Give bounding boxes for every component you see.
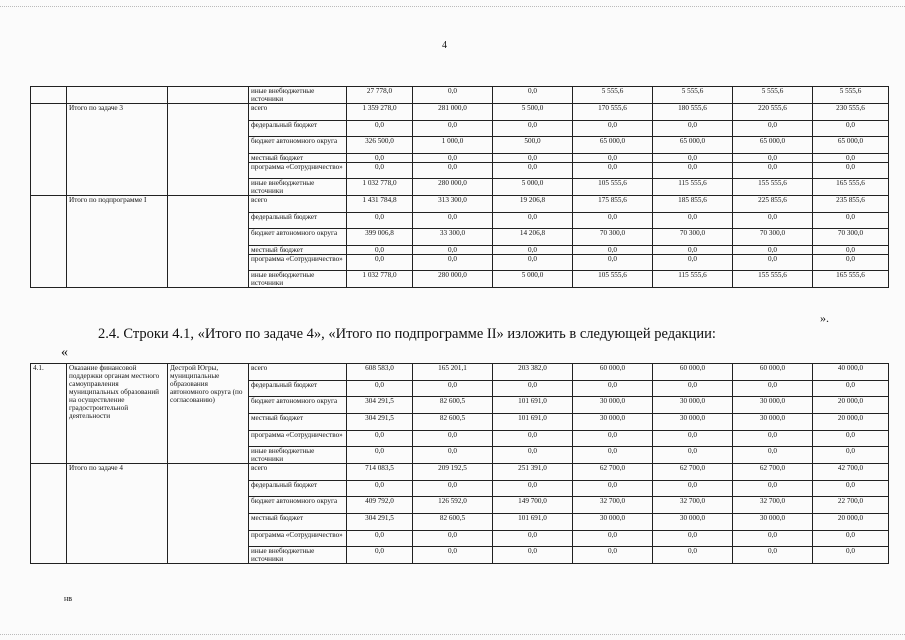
row-number-cell [31,104,67,196]
item-name-cell: Итого по подпрограмме I [67,196,168,288]
amount-cell: 33 300,0 [413,229,493,246]
amount-cell: 20 000,0 [813,397,889,414]
table-row [31,87,889,104]
amount-cell: 0,0 [573,213,653,229]
funding-source-cell: бюджет автономного округа [249,397,347,414]
amount-cell: 0,0 [347,481,413,497]
amount-cell: 0,0 [413,246,493,255]
amount-cell: 0,0 [413,431,493,447]
funding-source-cell: иные внебюджетные источники [249,447,347,464]
amount-cell: 155 555,6 [733,271,813,288]
amount-cell: 40 000,0 [813,364,889,381]
amount-cell: 251 391,0 [493,464,573,481]
amount-cell: 0,0 [573,163,653,179]
amount-cell: 0,0 [733,431,813,447]
amount-cell: 230 555,6 [813,104,889,121]
amount-cell: 0,0 [413,447,493,464]
amount-cell: 65 000,0 [733,137,813,154]
amount-cell: 0,0 [493,154,573,163]
amount-cell: 0,0 [413,255,493,271]
amount-cell: 5 555,6 [653,87,733,104]
amount-cell: 30 000,0 [573,414,653,431]
funding-source-cell: федеральный бюджет [249,481,347,497]
amount-cell: 14 206,8 [493,229,573,246]
amount-cell: 0,0 [733,255,813,271]
row-number-cell [31,196,67,288]
amount-cell: 0,0 [813,121,889,137]
amount-cell: 0,0 [733,121,813,137]
amount-cell: 0,0 [413,154,493,163]
amount-cell: 0,0 [413,547,493,564]
amount-cell: 0,0 [653,481,733,497]
amount-cell: 101 691,0 [493,397,573,414]
amount-cell: 409 792,0 [347,497,413,514]
section-heading: 2.4. Строки 4.1, «Итого по задаче 4», «Итого по подпрограмме II» изложить в следующей редакции: [98,326,716,342]
amount-cell: 0,0 [347,213,413,229]
amount-cell: 0,0 [493,431,573,447]
amount-cell: 0,0 [813,246,889,255]
amount-cell: 42 700,0 [813,464,889,481]
amount-cell: 0,0 [733,531,813,547]
amount-cell: 0,0 [653,547,733,564]
funding-source-cell: местный бюджет [249,154,347,163]
amount-cell: 0,0 [813,213,889,229]
amount-cell: 105 555,6 [573,179,653,196]
opening-quote: « [61,345,68,360]
amount-cell: 0,0 [413,163,493,179]
amount-cell: 0,0 [813,163,889,179]
amount-cell: 0,0 [493,547,573,564]
amount-cell: 0,0 [413,121,493,137]
amount-cell: 5 500,0 [493,104,573,121]
amount-cell: 185 855,6 [653,196,733,213]
amount-cell: 126 592,0 [413,497,493,514]
amount-cell: 62 700,0 [733,464,813,481]
amount-cell: 0,0 [653,381,733,397]
amount-cell: 0,0 [573,121,653,137]
amount-cell: 280 000,0 [413,179,493,196]
row-number-cell [31,87,67,104]
funding-source-cell: местный бюджет [249,246,347,255]
amount-cell: 65 000,0 [573,137,653,154]
funding-source-cell: всего [249,364,347,381]
amount-cell: 165 201,1 [413,364,493,381]
row-number-cell: 4.1. [31,364,67,464]
amount-cell: 20 000,0 [813,414,889,431]
amount-cell: 0,0 [347,163,413,179]
table-row [31,196,889,213]
amount-cell: 70 300,0 [733,229,813,246]
amount-cell: 304 291,5 [347,397,413,414]
amount-cell: 62 700,0 [573,464,653,481]
amount-cell: 0,0 [347,447,413,464]
amount-cell: 0,0 [573,246,653,255]
executor-cell [168,87,249,104]
amount-cell: 0,0 [653,213,733,229]
funding-source-cell: федеральный бюджет [249,213,347,229]
amount-cell: 0,0 [347,246,413,255]
executor-cell [168,196,249,288]
amount-cell: 32 700,0 [733,497,813,514]
amount-cell: 0,0 [413,213,493,229]
funding-source-cell: бюджет автономного округа [249,229,347,246]
amount-cell: 0,0 [653,447,733,464]
amount-cell: 30 000,0 [653,397,733,414]
amount-cell: 0,0 [573,447,653,464]
amount-cell: 115 555,6 [653,271,733,288]
amount-cell: 0,0 [733,547,813,564]
amount-cell: 304 291,5 [347,414,413,431]
amount-cell: 0,0 [653,531,733,547]
amount-cell: 0,0 [573,547,653,564]
amount-cell: 0,0 [653,154,733,163]
amount-cell: 70 300,0 [813,229,889,246]
amount-cell: 0,0 [413,531,493,547]
amount-cell: 0,0 [573,531,653,547]
amount-cell: 30 000,0 [653,514,733,531]
amount-cell: 105 555,6 [573,271,653,288]
footer-mark: нв [64,594,73,603]
amount-cell: 0,0 [347,531,413,547]
amount-cell: 30 000,0 [733,414,813,431]
item-name-cell [67,87,168,104]
item-name-cell: Итого по задаче 4 [67,464,168,564]
amount-cell: 5 555,6 [573,87,653,104]
amount-cell: 19 206,8 [493,196,573,213]
amount-cell: 0,0 [493,381,573,397]
amount-cell: 0,0 [733,246,813,255]
amount-cell: 0,0 [347,154,413,163]
budget-table-continued [30,86,889,288]
funding-source-cell: бюджет автономного округа [249,137,347,154]
amount-cell: 0,0 [573,481,653,497]
amount-cell: 0,0 [733,154,813,163]
amount-cell: 0,0 [813,154,889,163]
amount-cell: 281 000,0 [413,104,493,121]
funding-source-cell: федеральный бюджет [249,381,347,397]
table-row [31,104,889,121]
amount-cell: 82 600,5 [413,514,493,531]
amount-cell: 0,0 [347,547,413,564]
amount-cell: 0,0 [813,481,889,497]
funding-source-cell: иные внебюджетные источники [249,271,347,288]
amount-cell: 0,0 [493,213,573,229]
amount-cell: 0,0 [813,431,889,447]
amount-cell: 0,0 [493,481,573,497]
amount-cell: 175 855,6 [573,196,653,213]
amount-cell: 149 700,0 [493,497,573,514]
amount-cell: 82 600,5 [413,397,493,414]
amount-cell: 0,0 [573,381,653,397]
amount-cell: 65 000,0 [653,137,733,154]
amount-cell: 22 700,0 [813,497,889,514]
amount-cell: 0,0 [493,163,573,179]
amount-cell: 1 359 278,0 [347,104,413,121]
amount-cell: 225 855,6 [733,196,813,213]
item-name-cell: Оказание финансовой поддержки органам местного самоуправления муниципальных образований на осуществление градостроительной деятельности [67,364,168,464]
amount-cell: 30 000,0 [573,514,653,531]
amount-cell: 0,0 [813,381,889,397]
amount-cell: 60 000,0 [653,364,733,381]
amount-cell: 30 000,0 [573,397,653,414]
funding-source-cell: всего [249,104,347,121]
amount-cell: 0,0 [493,246,573,255]
amount-cell: 0,0 [347,431,413,447]
amount-cell: 0,0 [733,481,813,497]
amount-cell: 0,0 [813,255,889,271]
amount-cell: 0,0 [733,213,813,229]
amount-cell: 0,0 [493,447,573,464]
amount-cell: 165 555,6 [813,271,889,288]
amount-cell: 0,0 [653,121,733,137]
closing-quote: ». [820,311,829,325]
amount-cell: 235 855,6 [813,196,889,213]
funding-source-cell: бюджет автономного округа [249,497,347,514]
table-row [31,364,889,381]
row-number-cell [31,464,67,564]
amount-cell: 0,0 [733,447,813,464]
amount-cell: 0,0 [813,531,889,547]
amount-cell: 0,0 [573,154,653,163]
amount-cell: 0,0 [733,381,813,397]
amount-cell: 5 555,6 [813,87,889,104]
amount-cell: 209 192,5 [413,464,493,481]
amount-cell: 0,0 [573,431,653,447]
funding-source-cell: федеральный бюджет [249,121,347,137]
page-number: 4 [442,40,447,51]
amount-cell: 1 032 778,0 [347,271,413,288]
funding-source-cell: программа «Сотрудничество» [249,531,347,547]
table-row [31,464,889,481]
amount-cell: 0,0 [347,255,413,271]
funding-source-cell: программа «Сотрудничество» [249,163,347,179]
amount-cell: 326 500,0 [347,137,413,154]
amount-cell: 1 000,0 [413,137,493,154]
executor-cell [168,104,249,196]
amount-cell: 27 778,0 [347,87,413,104]
amount-cell: 155 555,6 [733,179,813,196]
funding-source-cell: программа «Сотрудничество» [249,255,347,271]
funding-source-cell: иные внебюджетные источники [249,547,347,564]
amount-cell: 0,0 [493,255,573,271]
amount-cell: 0,0 [653,255,733,271]
amount-cell: 101 691,0 [493,414,573,431]
amount-cell: 220 555,6 [733,104,813,121]
amount-cell: 500,0 [493,137,573,154]
top-scan-edge [0,6,905,7]
amount-cell: 30 000,0 [733,397,813,414]
amount-cell: 0,0 [347,381,413,397]
funding-source-cell: программа «Сотрудничество» [249,431,347,447]
amount-cell: 30 000,0 [733,514,813,531]
amount-cell: 399 006,8 [347,229,413,246]
executor-cell: Дестрой Югры, муниципальные образования автономного округа (по согласованию) [168,364,249,464]
amount-cell: 203 382,0 [493,364,573,381]
amount-cell: 0,0 [493,121,573,137]
amount-cell: 0,0 [413,87,493,104]
funding-source-cell: иные внебюджетные источники [249,179,347,196]
amount-cell: 65 000,0 [813,137,889,154]
amount-cell: 115 555,6 [653,179,733,196]
amount-cell: 70 300,0 [573,229,653,246]
amount-cell: 0,0 [413,481,493,497]
funding-source-cell: всего [249,464,347,481]
amount-cell: 165 555,6 [813,179,889,196]
amount-cell: 0,0 [653,246,733,255]
amount-cell: 0,0 [573,255,653,271]
amount-cell: 0,0 [653,163,733,179]
budget-table-task4 [30,363,889,564]
amount-cell: 0,0 [813,447,889,464]
amount-cell: 82 600,5 [413,414,493,431]
amount-cell: 60 000,0 [733,364,813,381]
funding-source-cell: иные внебюджетные источники [249,87,347,104]
amount-cell: 70 300,0 [653,229,733,246]
executor-cell [168,464,249,564]
amount-cell: 714 083,5 [347,464,413,481]
amount-cell: 280 000,0 [413,271,493,288]
amount-cell: 1 431 784,8 [347,196,413,213]
amount-cell: 0,0 [653,431,733,447]
amount-cell: 0,0 [813,547,889,564]
amount-cell: 5 555,6 [733,87,813,104]
amount-cell: 0,0 [493,87,573,104]
amount-cell: 170 555,6 [573,104,653,121]
amount-cell: 60 000,0 [573,364,653,381]
amount-cell: 1 032 778,0 [347,179,413,196]
amount-cell: 0,0 [347,121,413,137]
funding-source-cell: местный бюджет [249,414,347,431]
amount-cell: 20 000,0 [813,514,889,531]
amount-cell: 0,0 [413,381,493,397]
amount-cell: 608 583,0 [347,364,413,381]
amount-cell: 32 700,0 [573,497,653,514]
amount-cell: 304 291,5 [347,514,413,531]
amount-cell: 0,0 [493,531,573,547]
amount-cell: 0,0 [733,163,813,179]
funding-source-cell: местный бюджет [249,514,347,531]
amount-cell: 62 700,0 [653,464,733,481]
bottom-scan-edge [0,634,905,635]
amount-cell: 180 555,6 [653,104,733,121]
amount-cell: 30 000,0 [653,414,733,431]
amount-cell: 32 700,0 [653,497,733,514]
amount-cell: 313 300,0 [413,196,493,213]
item-name-cell: Итого по задаче 3 [67,104,168,196]
amount-cell: 5 000,0 [493,271,573,288]
amount-cell: 5 000,0 [493,179,573,196]
amount-cell: 101 691,0 [493,514,573,531]
funding-source-cell: всего [249,196,347,213]
